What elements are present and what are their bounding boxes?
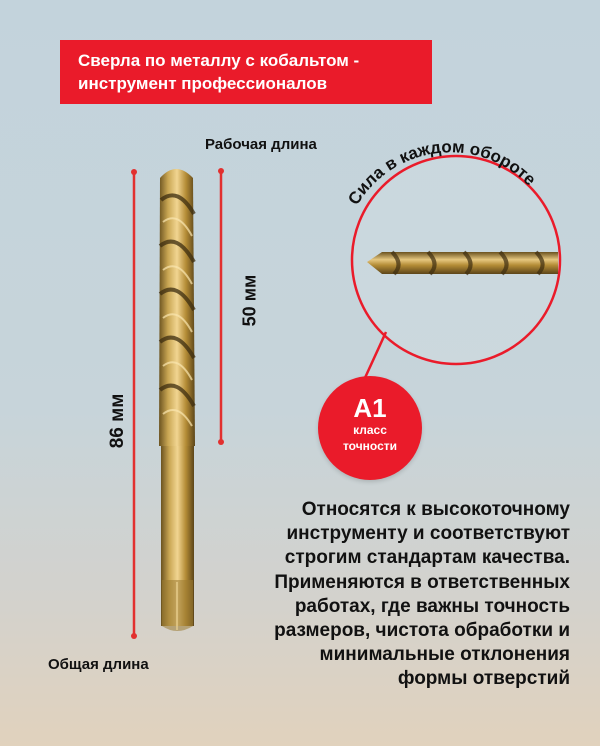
badge-class: А1 bbox=[353, 393, 387, 423]
zoom-circle bbox=[344, 137, 560, 380]
working-length-dimension bbox=[218, 168, 224, 445]
description-line: размеров, чистота обработки и bbox=[274, 620, 570, 642]
drill-bit bbox=[159, 169, 195, 631]
description-line: работах, где важны точность bbox=[294, 595, 570, 617]
banner-line-1: Сверла по металлу с кобальтом - bbox=[78, 51, 360, 70]
badge-line-2: точности bbox=[342, 439, 398, 453]
total-length-label: Общая длина bbox=[48, 656, 149, 673]
description-line: минимальные отклонения bbox=[319, 644, 570, 666]
accuracy-class-badge bbox=[318, 376, 422, 480]
description-line: строгим стандартам качества. bbox=[284, 547, 570, 569]
description-line: Применяются в ответственных bbox=[274, 571, 570, 593]
total-length-value: 86 мм bbox=[107, 393, 128, 449]
description bbox=[210, 498, 570, 692]
total-length-dimension bbox=[131, 169, 137, 639]
description-line: Относятся к высокоточному bbox=[301, 499, 570, 520]
banner-line-2: инструмент профессионалов bbox=[78, 74, 328, 93]
working-length-label: Рабочая длина bbox=[205, 136, 317, 153]
description-line: формы отверстий bbox=[397, 668, 570, 690]
description-line: инструменту и соответствуют bbox=[286, 523, 570, 545]
badge-line-1: класс bbox=[353, 423, 387, 437]
working-length-value: 50 мм bbox=[239, 274, 260, 327]
zoom-caption: Сила в каждом обороте bbox=[344, 137, 540, 209]
